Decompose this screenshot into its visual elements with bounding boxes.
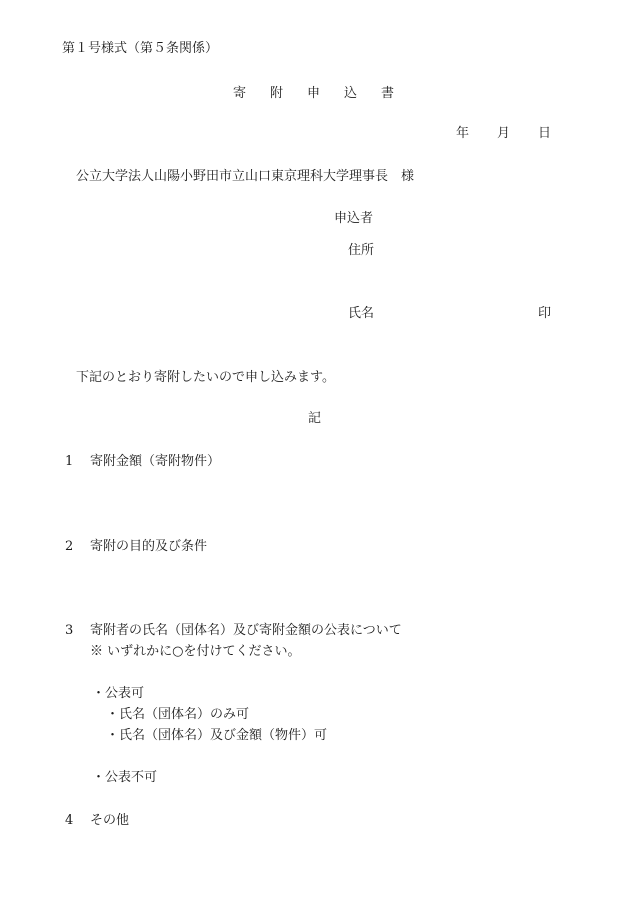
addressee: 公立大学法人山陽小野田市立山口東京理科大学理事長 様 [76, 169, 415, 184]
item-4-text: その他 [90, 813, 130, 828]
item-2-text: 寄附の目的及び条件 [90, 539, 208, 554]
item-4-number: 4 [65, 813, 74, 828]
item-1-number: 1 [65, 454, 74, 469]
option-not-public: ・公表不可 [92, 770, 158, 785]
name-label: 氏名 [348, 306, 375, 321]
ki-heading: 記 [308, 411, 322, 426]
date-year-label: 年 [456, 126, 470, 141]
item-3-text: 寄附者の氏名（団体名）及び寄附金額の公表について [90, 623, 402, 638]
intro-text: 下記のとおり寄附したいので申し込みます。 [76, 370, 335, 385]
title-char: 申 [307, 86, 321, 101]
option-name-only: ・氏名（団体名）のみ可 [106, 707, 250, 722]
item-2-number: 2 [65, 539, 74, 554]
title-char: 込 [344, 86, 358, 101]
option-name-and-amount: ・氏名（団体名）及び金額（物件）可 [106, 728, 328, 743]
title-char: 寄 [233, 86, 247, 101]
item-1-text: 寄附金額（寄附物件） [90, 454, 221, 469]
applicant-heading: 申込者 [334, 211, 374, 226]
date-day-label: 日 [538, 126, 552, 141]
date-month-label: 月 [497, 126, 511, 141]
title-char: 書 [381, 86, 395, 101]
item-3-number: 3 [65, 623, 74, 638]
title-char: 附 [270, 86, 284, 101]
item-3-note: ※ いずれかに○を付けてください。 [90, 644, 301, 659]
address-label: 住所 [348, 243, 375, 258]
seal-mark: 印 [538, 306, 552, 321]
form-number-label: 第１号様式（第５条関係） [62, 41, 219, 56]
option-public: ・公表可 [92, 686, 145, 701]
